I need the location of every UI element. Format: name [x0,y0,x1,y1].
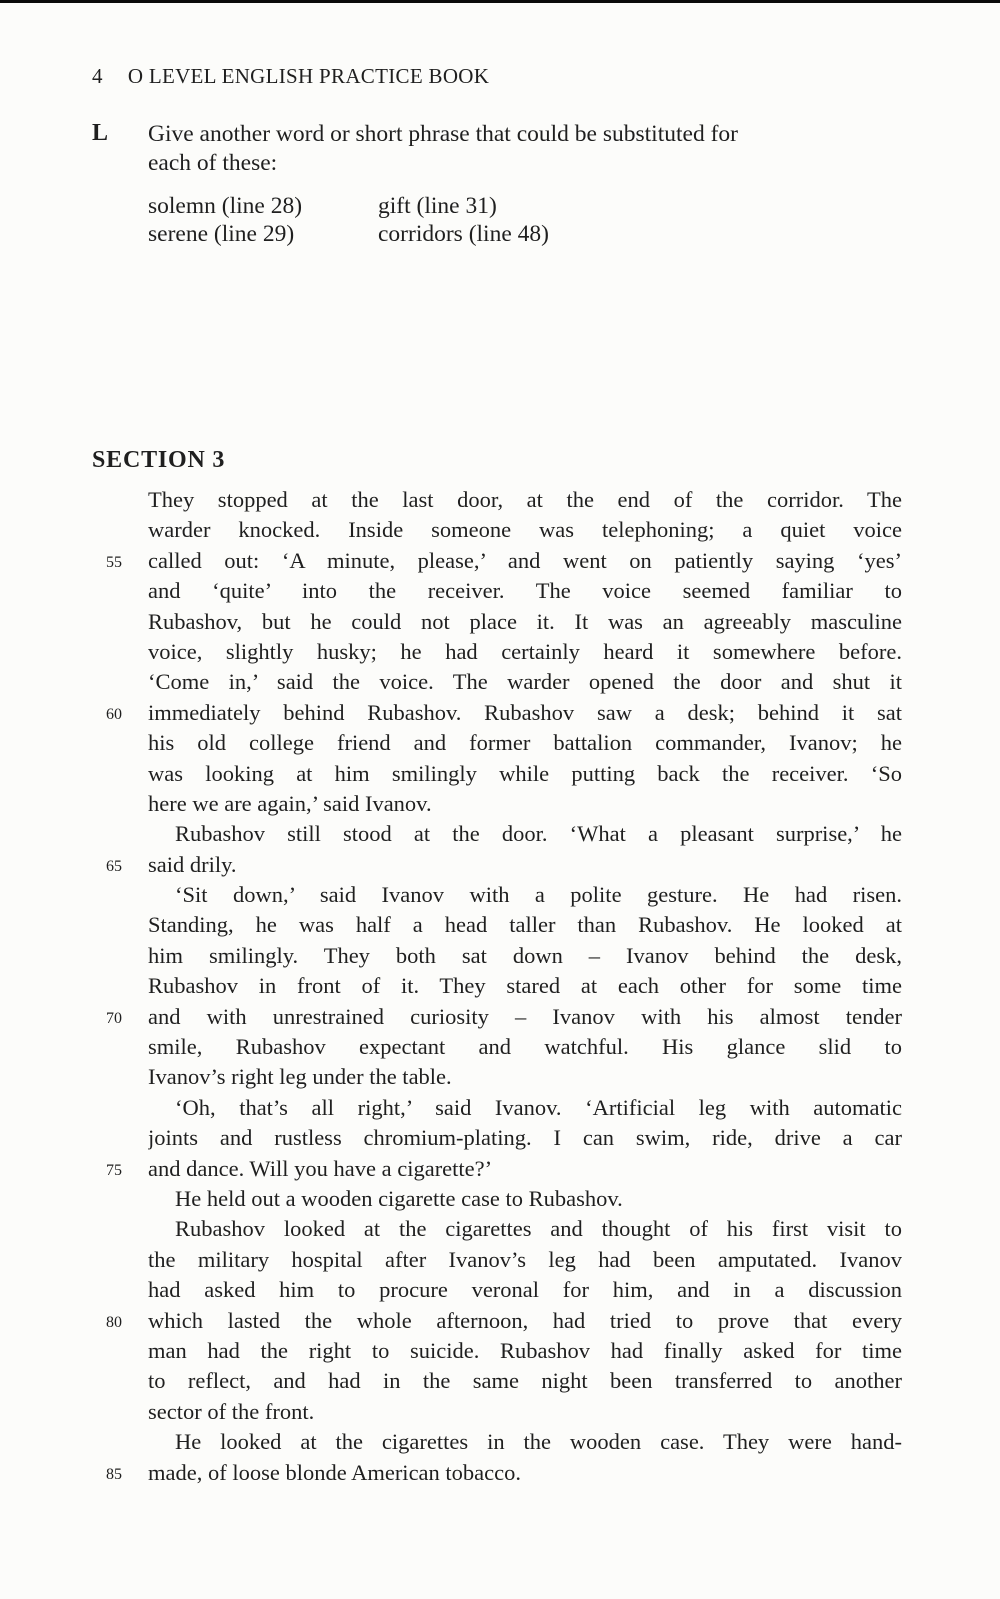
line-number: 55 [106,553,122,571]
passage-line [0,971,1000,1001]
line-number [92,1093,122,1095]
passage-line [0,1002,1000,1032]
scan-edge-artifact [0,0,1000,3]
passage-line [0,576,1000,606]
passage-line-text: was looking at him smilingly while putting back the receiver. ‘So [148,760,902,786]
passage-line-text: warder knocked. Inside someone was telephoning; a quiet voice [148,517,902,543]
passage-line [0,1366,1000,1396]
passage-line-text: Rubashov in front of it. They stared at each other for some time [148,973,902,999]
passage-line-text: his old college friend and former battalion commander, Ivanov; he [148,730,902,756]
passage-line [0,1062,1000,1092]
line-number [92,1427,122,1429]
passage-line-text: joints and rustless chromium-plating. I can swim, ride, drive a car [148,1125,902,1151]
passage-line [0,1427,1000,1457]
passage-line-text: Rubashov, but he could not place it. It was an agreeably masculine [148,608,902,634]
passage-line-text: smile, Rubashov expectant and watchful. His glance slid to [148,1034,902,1060]
line-number [92,485,122,487]
passage-line [0,819,1000,849]
passage-line [0,728,1000,758]
passage-line-text: sector of the front. [148,1398,315,1424]
passage-line-text: and with unrestrained curiosity – Ivanov with his almost tender [148,1003,902,1029]
line-number: 70 [106,1009,122,1027]
question-prompt-line: Give another word or short phrase that could be substituted for [148,121,738,147]
passage-line [0,1336,1000,1366]
line-number [92,1184,122,1186]
line-number: 75 [106,1161,122,1179]
passage-line [0,850,1000,880]
line-number [92,515,122,517]
passage-line-text: They stopped at the last door, at the end of the corridor. The [148,487,902,512]
passage-line [0,1093,1000,1123]
passage-line [0,607,1000,637]
passage-line-text: He held out a wooden cigarette case to Rubashov. [175,1185,623,1211]
line-number [92,819,122,821]
book-title: O LEVEL ENGLISH PRACTICE BOOK [127,64,490,88]
question-prompt-line: each of these: [148,149,278,176]
passage-line-text: and dance. Will you have a cigarette?’ [148,1155,493,1181]
passage-line-text: Rubashov looked at the cigarettes and thought of his first visit to [175,1216,902,1242]
vocab-item: corridors (line 48) [378,220,549,247]
line-number [92,576,122,578]
line-number [92,759,122,761]
passage-line [0,1214,1000,1244]
line-number: 85 [106,1465,122,1483]
line-number [92,1397,122,1399]
passage-line-text: Rubashov still stood at the door. ‘What a pleasant surprise,’ he [175,821,902,847]
passage-line-text: called out: ‘A minute, please,’ and went on patiently saying ‘yes’ [148,547,902,573]
passage-line [0,759,1000,789]
line-number [92,971,122,973]
passage-line-text: Standing, he was half a head taller than Rubashov. He looked at [148,912,902,938]
passage-line [0,1032,1000,1062]
question-block [92,120,892,177]
passage-line-text: made, of loose blonde American tobacco. [148,1459,521,1485]
passage [0,485,1000,1488]
passage-line-text: ‘Oh, that’s all right,’ said Ivanov. ‘Artificial leg with automatic [175,1094,902,1120]
passage-line [0,941,1000,971]
passage-line-text: here we are again,’ said Ivanov. [148,790,432,816]
passage-line-text: to reflect, and had in the same night been transferred to another [148,1368,902,1394]
passage-line [0,1154,1000,1184]
vocab-item: solemn (line 28) [148,193,303,219]
line-number [92,1214,122,1216]
passage-line-text: immediately behind Rubashov. Rubashov saw a desk; behind it sat [148,699,902,725]
line-number: 80 [106,1313,122,1331]
line-number [92,607,122,609]
passage-line [0,485,1000,515]
question-label: L [92,120,109,146]
passage-line [0,698,1000,728]
line-number [92,910,122,912]
passage-line-text: and ‘quite’ into the receiver. The voice seemed familiar to [148,578,902,604]
passage-line [0,789,1000,819]
passage-line [0,1275,1000,1305]
line-number [92,1032,122,1034]
passage-line-text: ‘Sit down,’ said Ivanov with a polite gesture. He had risen. [175,882,902,908]
line-number: 60 [106,705,122,723]
line-number: 65 [106,857,122,875]
line-number [92,941,122,943]
line-number [92,1336,122,1338]
passage-line [0,880,1000,910]
passage-line-text: the military hospital after Ivanov’s leg had been amputated. Ivanov [148,1246,902,1272]
passage-line [0,515,1000,545]
passage-line-text: man had the right to suicide. Rubashov had finally asked for time [148,1337,902,1363]
passage-line-text: ‘Come in,’ said the voice. The warder opened the door and shut it [148,669,902,695]
line-number [92,880,122,882]
passage-line [0,637,1000,667]
running-head [92,64,489,89]
line-number [92,728,122,730]
passage-line [0,1397,1000,1427]
question-prompt [148,120,892,177]
line-number [92,1275,122,1277]
section-heading: SECTION 3 [92,447,226,473]
passage-line [0,667,1000,697]
passage-line [0,1184,1000,1214]
line-number [92,789,122,791]
line-number [92,1123,122,1125]
passage-line-text: voice, slightly husky; he had certainly heard it somewhere before. [148,638,902,664]
passage-line [0,1306,1000,1336]
passage-line [0,1245,1000,1275]
line-number [92,1245,122,1247]
passage-line-text: had asked him to procure veronal for him, and in a discussion [148,1277,902,1303]
vocab-item: gift (line 31) [378,193,497,219]
passage-line-text: which lasted the whole afternoon, had tried to prove that every [148,1307,902,1333]
passage-line [0,910,1000,940]
page-number: 4 [92,64,103,88]
passage-line-text: Ivanov’s right leg under the table. [148,1064,452,1090]
passage-line [0,1123,1000,1153]
passage-line-text: him smilingly. They both sat down – Ivanov behind the desk, [148,942,902,968]
line-number [92,1062,122,1064]
passage-line [0,1458,1000,1488]
line-number [92,637,122,639]
line-number [92,1366,122,1368]
vocab-list [148,193,549,248]
passage-line [0,546,1000,576]
passage-line-text: said drily. [148,851,237,877]
line-number [92,667,122,669]
passage-line-text: He looked at the cigarettes in the wooden case. They were hand- [175,1429,902,1455]
vocab-item: serene (line 29) [148,220,295,247]
